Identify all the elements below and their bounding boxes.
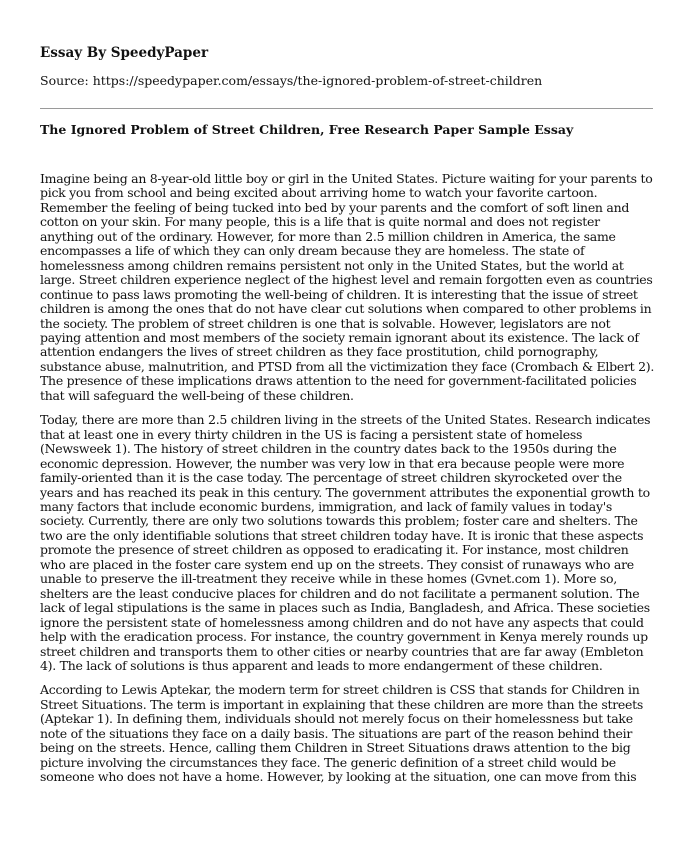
header-divider <box>40 108 653 109</box>
paragraph-line: being on the streets. Hence, calling them Children in Street Situations draws attention to the big <box>40 740 631 756</box>
paragraph-line: promote the presence of street children as opposed to eradicating it. For instance, most children <box>40 542 629 558</box>
essay-body <box>40 172 660 795</box>
paragraph-line: anything out of the ordinary. However, for more than 2.5 million children in America, the same <box>40 228 616 244</box>
paragraph-line: note of the situations they face on a daily basis. The situations are part of the reason behind their <box>40 725 633 741</box>
paragraph-line: According to Lewis Aptekar, the modern term for street children is CSS that stands for Children in <box>40 682 640 698</box>
paragraph-line: the society. The problem of street children is one that is solvable. However, legislators are not <box>40 315 611 331</box>
paragraph-line: continue to pass laws promoting the well-being of children. It is interesting that the issue of street <box>40 286 638 302</box>
essay-paragraph <box>40 413 660 673</box>
paragraph-line: who are placed in the foster care system end up on the streets. They consist of runaways who are <box>40 556 634 572</box>
paragraph-line: pick you from school and being excited about arriving home to watch your favorite cartoon. <box>40 185 598 201</box>
paragraph-line: cotton on your skin. For many people, this is a life that is quite normal and does not register <box>40 214 600 230</box>
paragraph-line: (Aptekar 1). In defining them, individuals should not merely focus on their homelessness but take <box>40 711 633 727</box>
paragraph-line: two are the only identifiable solutions that street children today have. It is ironic that these aspects <box>40 527 644 543</box>
paragraph-line: encompasses a life of which they can only dream because they are homeless. The state of <box>40 243 585 259</box>
paragraph-line: years and has reached its peak in this century. The government attributes the exponential growth to <box>40 484 650 500</box>
paragraph-line: (Newsweek 1). The history of street children in the country dates back to the 1950s during the <box>40 441 617 457</box>
document-header-title: Essay By SpeedyPaper <box>40 45 209 61</box>
essay-title: The Ignored Problem of Street Children, Free Research Paper Sample Essay <box>40 122 574 137</box>
paragraph-line: children is among the ones that do not have clear cut solutions when compared to other problems in <box>40 301 652 317</box>
paragraph-line: many factors that include economic burdens, immigration, and lack of family values in today's <box>40 498 613 514</box>
paragraph-line: Today, there are more than 2.5 children living in the streets of the United States. Research indicates <box>40 412 651 428</box>
source-line: Source: https://speedypaper.com/essays/the-ignored-problem-of-street-children <box>40 73 543 88</box>
essay-paragraph <box>40 172 660 403</box>
paragraph-line: that at least one in every thirty children in the US is facing a persistent state of homeless <box>40 426 583 442</box>
paragraph-line: family-oriented than it is the case today. The percentage of street children skyrocketed over the <box>40 470 622 486</box>
paragraph-line: Remember the feeling of being tucked into bed by your parents and the comfort of soft linen and <box>40 199 630 215</box>
paragraph-line: homelessness among children remains persistent not only in the United States, but the world at <box>40 257 624 273</box>
essay-paragraph <box>40 683 660 784</box>
paragraph-line: The presence of these implications draws attention to the need for government-facilitated policies <box>40 373 637 389</box>
paragraph-line: substance abuse, malnutrition, and PTSD from all the victimization they face (Crombach & Elbert 2). <box>40 358 655 374</box>
paragraph-line: economic depression. However, the number was very low in that era because people were more <box>40 455 625 471</box>
paragraph-line: that will safeguard the well-being of these children. <box>40 387 354 403</box>
paragraph-line: attention endangers the lives of street children as they face prostitution, child pornography, <box>40 344 599 360</box>
paragraph-line: someone who does not have a home. However, by looking at the situation, one can move from this <box>40 769 637 785</box>
paragraph-line: picture involving the circumstances they face. The generic definition of a street child would be <box>40 754 616 770</box>
paragraph-line: help with the eradication process. For instance, the country government in Kenya merely rounds up <box>40 629 648 645</box>
paragraph-line: 4). The lack of solutions is thus apparent and leads to more endangerment of these children. <box>40 657 603 673</box>
paragraph-line: paying attention and most members of the society remain ignorant about its existence. The lack of <box>40 329 639 345</box>
paragraph-line: society. Currently, there are only two solutions towards this problem; foster care and shelters. The <box>40 513 638 529</box>
paragraph-line: Street Situations. The term is important in explaining that these children are more than the streets <box>40 696 644 712</box>
paragraph-line: ignore the persistent state of homelessness among children and do not have any aspects that could <box>40 614 644 630</box>
paragraph-line: lack of legal stipulations is the same in places such as India, Bangladesh, and Africa. These societies <box>40 600 650 616</box>
paragraph-line: shelters are the least conducive places for children and do not facilitate a permanent solution. The <box>40 585 640 601</box>
paragraph-line: Imagine being an 8-year-old little boy or girl in the United States. Picture waiting for your parents to <box>40 171 653 186</box>
paragraph-line: street children and transports them to other cities or nearby countries that are far away (Embleton <box>40 643 644 659</box>
paragraph-line: large. Street children experience neglect of the highest level and remain forgotten even as countries <box>40 272 653 288</box>
paragraph-line: unable to preserve the ill-treatment they receive while in these homes (Gvnet.com 1). More so, <box>40 571 617 587</box>
